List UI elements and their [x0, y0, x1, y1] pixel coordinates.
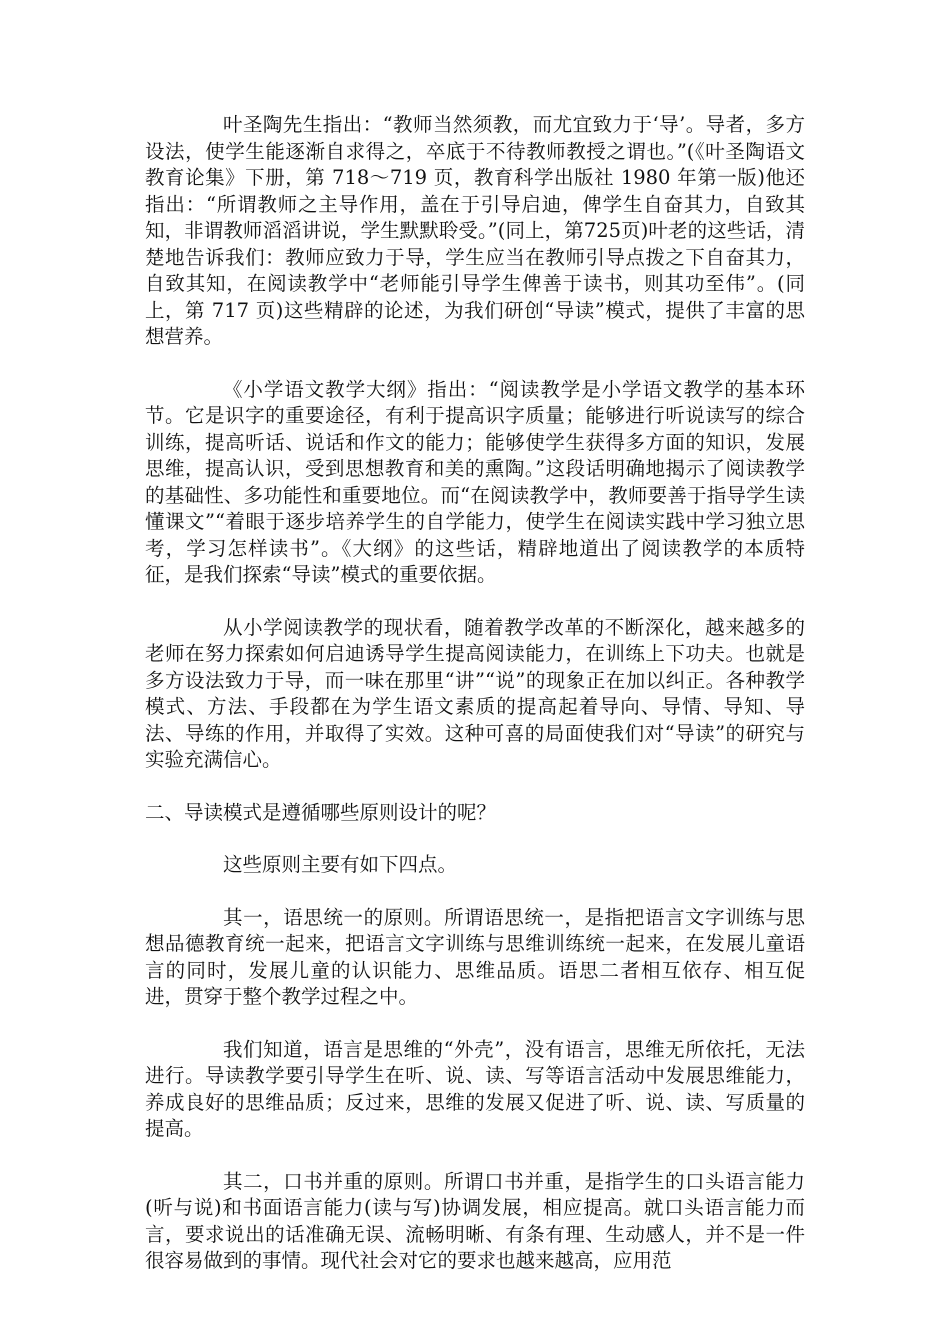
- paragraph-principle-one: 其一，语思统一的原则。所谓语思统一，是指把语言文字训练与思想品德教育统一起来，把语言文字训练与思维训练统一起来，在发展儿童语言的同时，发展儿童的认识能力、思维品质。语思二者相互依存、相互促进，贯穿于整个教学过程之中。: [145, 905, 805, 1008]
- paragraph-current-status: 从小学阅读教学的现状看，随着教学改革的不断深化，越来越多的老师在努力探索如何启迪诱导学生提高阅读能力，在训练上下功夫。也就是多方设法致力于导，而一味在那里“讲”“说”的现象正在加以纠正。各种教学模式、方法、手段都在为学生语文素质的提高起着导向、导情、导知、导法、导练的作用，并取得了实效。这种可喜的局面使我们对“导读”的研究与实验充满信心。: [145, 615, 805, 771]
- paragraph-principle-two: 其二，口书并重的原则。所谓口书并重，是指学生的口头语言能力(听与说)和书面语言能力(读与写)协调发展，相应提高。就口头语言能力而言，要求说出的话准确无误、流畅明晰、有条有理、生动感人，并不是一件很容易做到的事情。现代社会对它的要求也越来越高，应用范: [145, 1169, 805, 1272]
- paragraph-syllabus: 《小学语文教学大纲》指出：“阅读教学是小学语文教学的基本环节。它是识字的重要途径，有利于提高识字质量；能够进行听说读写的综合训练，提高听话、说话和作文的能力；能够使学生获得多方面的知识，发展思维，提高认识，受到思想教育和美的熏陶。”这段话明确地揭示了阅读教学的基础性、多功能性和重要地位。而“在阅读教学中，教师要善于指导学生读懂课文”“着眼于逐步培养学生的自学能力，使学生在阅读实践中学习独立思考，学习怎样读书”。《大纲》的这些话，精辟地道出了阅读教学的本质特征，是我们探索“导读”模式的重要依据。: [145, 377, 805, 586]
- section-heading: 二、导读模式是遵循哪些原则设计的呢？: [145, 800, 497, 824]
- paragraph-ye-shengtao: 叶圣陶先生指出：“教师当然须教，而尤宜致力于‘导’。导者，多方设法，使学生能逐渐自求得之，卒底于不待教师教授之谓也。”(《叶圣陶语文教育论集》下册，第 718～719 页，教育科学出版社 1980 年第一版)他还指出：“所谓教师之主导作用，盖在于引导启迪，俾学生自奋其力，自致其知，非谓教师滔滔讲说，学生默默聆受。”(同上，第725页)叶老的这些话，清楚地告诉我们：教师应致力于导，学生应当在教师引导点拨之下自奋其力，自致其知，在阅读教学中“老师能引导学生俾善于读书，则其功至伟”。(同上，第 717 页)这些精辟的论述，为我们研创“导读”模式，提供了丰富的思想营养。: [145, 113, 805, 348]
- paragraph-language-thought: 我们知道，语言是思维的“外壳”，没有语言，思维无所依托，无法进行。导读教学要引导学生在听、说、读、写等语言活动中发展思维能力，养成良好的思维品质；反过来，思维的发展又促进了听、说、读、写质量的提高。: [145, 1037, 805, 1140]
- paragraph-principles-intro: 这些原则主要有如下四点。: [223, 853, 458, 876]
- document-page: [145, 112, 805, 1301]
